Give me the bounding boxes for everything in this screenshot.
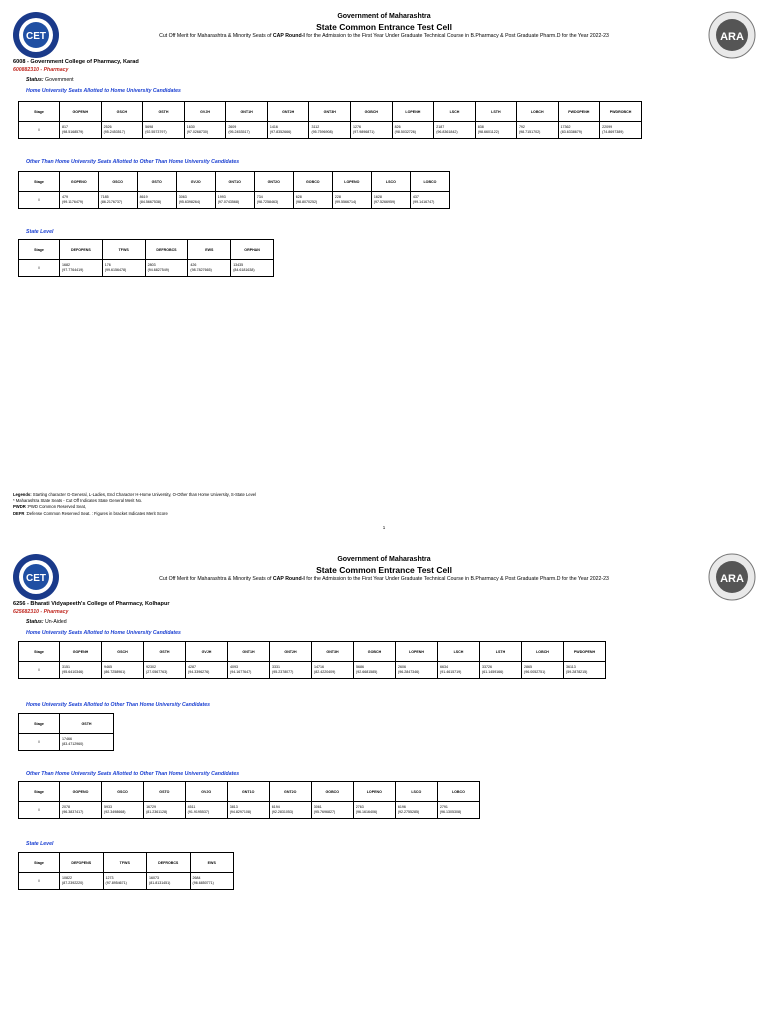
cutoff-cell	[98, 192, 137, 209]
cutoff-cell	[190, 873, 234, 890]
column-header: LOPENH	[396, 642, 438, 662]
cutoff-cell	[184, 122, 226, 139]
column-header: LOPENO	[332, 172, 371, 192]
cutoff-table	[18, 852, 234, 890]
merit-number: 3813	[229, 805, 238, 809]
table-row	[19, 873, 234, 890]
column-header: GSCH	[101, 102, 143, 122]
merit-score: (99.6156478)	[104, 268, 127, 272]
merit-number: 3112	[311, 125, 320, 129]
cutoff-table	[18, 101, 642, 139]
column-header: LOPENO	[353, 782, 395, 802]
merit-number: 437	[412, 195, 419, 199]
cutoff-cell	[437, 802, 479, 819]
cutoff-cell	[147, 873, 191, 890]
column-header: TFWS	[102, 240, 145, 260]
cutoff-cell	[564, 662, 606, 679]
merit-score: (95.7696827)	[313, 810, 336, 814]
table-header-row	[19, 240, 274, 260]
merit-score: (59.2878215)	[566, 670, 588, 674]
cutoff-cell	[102, 260, 145, 277]
table-row	[19, 122, 642, 139]
cutoff-cell	[522, 662, 564, 679]
stage-header: Stage	[19, 853, 60, 873]
merit-number: 734	[256, 195, 263, 199]
cutoff-cell	[215, 192, 254, 209]
column-header: GNT2H	[267, 102, 309, 122]
column-header: GVJH	[184, 102, 226, 122]
merit-number: 6196	[397, 805, 406, 809]
cutoff-table	[18, 239, 274, 277]
table-row	[19, 260, 274, 277]
merit-score: (98.5032726)	[394, 130, 417, 134]
cutoff-cell	[101, 122, 143, 139]
merit-score: (95.6410346)	[62, 670, 84, 674]
cutoff-cell	[102, 802, 144, 819]
column-header: GVJO	[185, 782, 227, 802]
cutoff-table	[18, 781, 480, 819]
merit-number: 1273	[105, 876, 114, 880]
column-header: GSTH	[143, 102, 185, 122]
merit-score: (98.7827665)	[190, 268, 212, 272]
column-header: GVJH	[186, 642, 228, 662]
merit-score: (97.8352666)	[269, 130, 292, 134]
merit-score: (27.0567763)	[146, 670, 168, 674]
merit-number: 3331	[272, 665, 280, 669]
merit-score: (97.0268730)	[186, 130, 209, 134]
merit-number: 4287	[188, 665, 196, 669]
cutoff-cell	[312, 662, 354, 679]
merit-score: (95.2453517)	[228, 130, 250, 134]
column-header: GNT1H	[228, 642, 270, 662]
table-header-row	[19, 853, 234, 873]
merit-score: (81.2361128)	[146, 810, 168, 814]
cutoff-cell	[228, 662, 270, 679]
cutoff-cell	[226, 122, 268, 139]
column-header: GSTO	[137, 172, 176, 192]
cutoff-cell	[227, 802, 269, 819]
cutoff-cell	[185, 802, 227, 819]
merit-number: 1416	[269, 125, 278, 129]
column-header: GOPENH	[60, 102, 102, 122]
merit-number: 4511	[187, 805, 196, 809]
merit-score: (98.7258463)	[256, 200, 279, 204]
merit-number: 36113	[566, 665, 576, 669]
table-row	[19, 802, 480, 819]
column-header: GNT2H	[270, 642, 312, 662]
stage-header: Stage	[19, 172, 60, 192]
merit-score: (94.1677647)	[230, 670, 252, 674]
column-header: DEFROBCS	[147, 853, 191, 873]
column-header: GSTH	[60, 714, 114, 734]
cutoff-cell	[60, 802, 102, 819]
merit-score: (96.1616406)	[355, 810, 378, 814]
merit-number: 2526	[103, 125, 112, 129]
cutoff-cell	[145, 260, 188, 277]
column-header: EWS	[188, 240, 231, 260]
cutoff-cell	[188, 260, 231, 277]
merit-score: (84.6181638)	[233, 268, 255, 272]
merit-number: 17466	[62, 737, 72, 741]
merit-number: 8619	[139, 195, 148, 199]
merit-number: 176	[104, 263, 111, 267]
merit-score: (92.5573797)	[145, 130, 167, 134]
cutoff-cell	[475, 122, 516, 139]
stage-cell: I	[19, 802, 60, 819]
merit-score: (98.8070252)	[295, 200, 318, 204]
merit-score: (95.6398264)	[178, 200, 201, 204]
ara-logo	[708, 553, 756, 601]
column-header: LOBCO	[437, 782, 479, 802]
merit-number: 792	[518, 125, 525, 129]
merit-score: (97.8954671)	[105, 881, 127, 885]
merit-number: 92302	[146, 665, 156, 669]
cutoff-cell	[60, 260, 103, 277]
cutoff-cell	[102, 662, 144, 679]
column-header: GNT3H	[312, 642, 354, 662]
cutoff-cell	[516, 122, 558, 139]
merit-number: 4093	[230, 665, 238, 669]
merit-score: (98.6601122)	[477, 130, 499, 134]
column-header: PWDOPENH	[564, 642, 606, 662]
merit-number: 9465	[104, 665, 112, 669]
table-header-row	[19, 782, 480, 802]
merit-score: (99.1416747)	[412, 200, 435, 204]
merit-number: 16073	[149, 876, 159, 880]
merit-number: 16729	[146, 805, 157, 809]
cutoff-cell	[176, 192, 215, 209]
column-header: GSTO	[144, 782, 186, 802]
merit-number: 5933	[104, 805, 113, 809]
section-title: Home University Seats Allotted to Home University Candidates	[26, 88, 181, 94]
college-name: 6008 - Government College of Pharmacy, Karad	[13, 59, 139, 65]
merit-number: 2684	[192, 876, 201, 880]
gov-title: Government of Maharashtra	[337, 13, 431, 20]
cutoff-cell	[434, 122, 476, 139]
cutoff-cell	[269, 802, 311, 819]
cell-title: State Common Entrance Test Cell	[316, 565, 452, 575]
merit-number: 1628	[373, 195, 382, 199]
status-line: Status: Un-Aided	[26, 619, 67, 625]
merit-number: 628	[295, 195, 302, 199]
cutoff-table	[18, 171, 450, 209]
column-header: GOPENO	[60, 782, 102, 802]
cutoff-cell	[410, 192, 449, 209]
merit-number: 2078	[62, 805, 70, 809]
cutoff-cell	[137, 192, 176, 209]
merit-score: (83.4712960)	[62, 742, 84, 746]
column-header: EWS	[190, 853, 234, 873]
column-header: GNT3H	[309, 102, 351, 122]
column-header: LSCO	[395, 782, 437, 802]
merit-number: 2791	[439, 805, 448, 809]
column-header: GSTH	[144, 642, 186, 662]
cutoff-cell	[60, 192, 99, 209]
table-header-row	[19, 714, 114, 734]
svg-text:ARA: ARA	[720, 31, 744, 43]
cutoff-cell	[311, 802, 353, 819]
cutoff-cell	[600, 122, 642, 139]
merit-number: 3151	[62, 665, 70, 669]
merit-score: (96.0052751)	[524, 670, 546, 674]
cutoff-cell	[438, 662, 480, 679]
column-header: LOPENH	[392, 102, 434, 122]
column-header: PWDOPENH	[558, 102, 600, 122]
merit-score: (94.3396276)	[188, 670, 210, 674]
section-title: State Level	[26, 841, 54, 847]
merit-score: (95.2378077)	[272, 670, 294, 674]
merit-score: (96.2847346)	[398, 670, 420, 674]
column-header: LOBCO	[410, 172, 449, 192]
merit-score: (99.1176479)	[62, 200, 84, 204]
merit-number: 817	[62, 125, 68, 129]
merit-number: 2865	[524, 665, 532, 669]
merit-score: (97.0743568)	[217, 200, 240, 204]
cutoff-cell	[351, 122, 393, 139]
merit-score: (92.2831053)	[271, 810, 294, 814]
merit-score: (99.5566714)	[334, 200, 357, 204]
column-header: DEFROBCS	[145, 240, 188, 260]
cutoff-subtitle: Cut Off Merit for Maharashtra & Minority Seats of CAP Round-I for the Admission to the First Year Under Graduate Technical Course in B.Pharmacy & Post Graduate Pharm.D for the Year 2022-23	[159, 33, 609, 39]
gov-title: Government of Maharashtra	[337, 556, 431, 563]
cutoff-cell	[60, 734, 114, 751]
stage-header: Stage	[19, 782, 60, 802]
course-code: 600882310 - Pharmacy	[13, 67, 69, 73]
cutoff-cell	[558, 122, 600, 139]
merit-score: (87.2392220)	[62, 881, 84, 885]
stage-cell: I	[19, 734, 60, 751]
legend: Legends: Starting character G-General, L-Ladies, End Character H-Home University, O-Other than Home University, S-State Level * Maharashtra State Seats - Cut Off Indicates State General Merit No. PWDR :PWD Common Reserved Seat, DEFR :Defense Common Reserved Seat. : Figures in bracket Indicates Merit Score	[13, 492, 257, 516]
merit-score: (95.2453517)	[103, 130, 125, 134]
column-header: GVJO	[176, 172, 215, 192]
cutoff-cell	[353, 802, 395, 819]
merit-number: 2606	[398, 665, 406, 669]
merit-score: (74.8697389)	[602, 130, 624, 134]
merit-number: 22099	[602, 125, 613, 129]
section-title: Other Than Home University Seats Allotted to Other Than Home University Candidates	[26, 771, 240, 777]
merit-score: (94.8297108)	[229, 810, 252, 814]
merit-score: (97.9896871)	[353, 130, 375, 134]
merit-number: 33726	[482, 665, 492, 669]
column-header: GNT1O	[227, 782, 269, 802]
column-header: GOPENH	[60, 642, 102, 662]
merit-number: 6634	[440, 665, 448, 669]
column-header: LOBCH	[522, 642, 564, 662]
merit-score: (61.1459166)	[482, 670, 504, 674]
merit-number: 1630	[186, 125, 195, 129]
section-title: Other Than Home University Seats Allotted to Other Than Home University Candidates	[26, 159, 240, 165]
merit-number: 479	[62, 195, 68, 199]
column-header: DEFOPENS	[60, 853, 104, 873]
cutoff-subtitle: Cut Off Merit for Maharashtra & Minority Seats of CAP Round-I for the Admission to the First Year Under Graduate Technical Course in B.Pharmacy & Post Graduate Pharm.D for the Year 2022-23	[159, 576, 609, 582]
stage-cell: I	[19, 662, 60, 679]
merit-number: 7185	[100, 195, 109, 199]
cutoff-cell	[392, 122, 434, 139]
cutoff-cell	[60, 873, 104, 890]
cutoff-cell	[144, 662, 186, 679]
merit-number: 228	[334, 195, 341, 199]
table-header-row	[19, 642, 606, 662]
section-title: Home University Seats Allotted to Home University Candidates	[26, 630, 181, 636]
table-header-row	[19, 172, 450, 192]
stage-header: Stage	[19, 240, 60, 260]
column-header: GOBCO	[311, 782, 353, 802]
column-header: GSCO	[98, 172, 137, 192]
merit-number: 13435	[233, 263, 244, 267]
stage-header: Stage	[19, 642, 60, 662]
merit-score: (92.6681585)	[356, 670, 378, 674]
column-header: LSCH	[438, 642, 480, 662]
svg-text:CET: CET	[26, 31, 46, 42]
column-header: GOBCH	[354, 642, 396, 662]
cutoff-cell	[293, 192, 332, 209]
merit-score: (82.4220409)	[314, 670, 336, 674]
merit-number: 1276	[353, 125, 362, 129]
table-header-row	[19, 102, 642, 122]
cutoff-cell	[396, 662, 438, 679]
merit-number: 838	[477, 125, 484, 129]
cutoff-cell	[354, 662, 396, 679]
merit-score: (91.4615719)	[440, 670, 462, 674]
merit-score: (95.7596908)	[311, 130, 333, 134]
column-header: GOBCO	[293, 172, 332, 192]
column-header: LSCO	[371, 172, 410, 192]
stage-cell: I	[19, 260, 60, 277]
column-header: GNT2O	[269, 782, 311, 802]
merit-number: 10822	[62, 876, 72, 880]
column-header: LSTH	[475, 102, 516, 122]
column-header: LOBCH	[516, 102, 558, 122]
cutoff-cell	[231, 260, 274, 277]
merit-score: (96.1305308)	[439, 810, 462, 814]
column-header: ORPHAN	[231, 240, 274, 260]
column-header: LSTH	[480, 642, 522, 662]
merit-number: 6194	[271, 805, 280, 809]
cutoff-cell	[371, 192, 410, 209]
college-name: 6256 - Bharati Vidyapeeth's College of Pharmacy, Kolhapur	[13, 601, 170, 607]
cutoff-cell	[270, 662, 312, 679]
merit-score: (86.7258961)	[104, 670, 126, 674]
merit-score: (98.5168579)	[62, 130, 84, 134]
merit-score: (98.7151702)	[518, 130, 541, 134]
merit-score: (81.8131451)	[149, 881, 171, 885]
merit-score: (96.8361842)	[436, 130, 458, 134]
cutoff-cell	[395, 802, 437, 819]
cutoff-cell	[254, 192, 293, 209]
column-header: LSCH	[434, 102, 476, 122]
column-header: TFWS	[103, 853, 147, 873]
stage-cell: I	[19, 122, 60, 139]
column-header: GSCO	[102, 782, 144, 802]
merit-score: (96.6850771)	[192, 881, 214, 885]
cutoff-cell	[480, 662, 522, 679]
merit-number: 2187	[436, 125, 445, 129]
column-header: GOBCH	[351, 102, 393, 122]
merit-number: 17362	[560, 125, 571, 129]
merit-score: (92.3498668)	[104, 810, 126, 814]
merit-number: 1993	[217, 195, 226, 199]
column-header: GNT2O	[254, 172, 293, 192]
status-line: Status: Government	[26, 77, 74, 83]
column-header: GOPENO	[60, 172, 99, 192]
table-row	[19, 734, 114, 751]
merit-score: (94.6827549)	[147, 268, 169, 272]
column-header: PWDROBCH	[600, 102, 642, 122]
stage-cell: I	[19, 873, 60, 890]
cutoff-cell	[332, 192, 371, 209]
merit-number: 5698	[145, 125, 154, 129]
merit-score: (86.2176737)	[100, 200, 123, 204]
svg-text:ARA: ARA	[720, 573, 744, 585]
merit-number: 826	[394, 125, 401, 129]
stage-header: Stage	[19, 714, 60, 734]
merit-number: 5686	[356, 665, 364, 669]
section-title: State Level	[26, 229, 54, 235]
merit-number: 3063	[178, 195, 187, 199]
cutoff-cell	[143, 122, 185, 139]
merit-score: (83.6338679)	[560, 130, 582, 134]
column-header: GNT1H	[226, 102, 268, 122]
cutoff-cell	[267, 122, 309, 139]
svg-text:CET: CET	[26, 573, 46, 584]
course-code: 625682310 - Pharmacy	[13, 609, 69, 615]
table-row	[19, 192, 450, 209]
stage-header: Stage	[19, 102, 60, 122]
cutoff-cell	[186, 662, 228, 679]
table-row	[19, 662, 606, 679]
merit-number: 2803	[147, 263, 156, 267]
merit-number: 2609	[228, 125, 237, 129]
cutoff-table	[18, 641, 606, 679]
column-header: DEFOPENS	[60, 240, 103, 260]
cutoff-cell	[309, 122, 351, 139]
cutoff-cell	[60, 122, 102, 139]
merit-number: 1682	[62, 263, 70, 267]
cutoff-table	[18, 713, 114, 751]
stage-cell: I	[19, 192, 60, 209]
cutoff-cell	[103, 873, 147, 890]
merit-score: (91.9195537)	[187, 810, 210, 814]
merit-number: 2763	[355, 805, 364, 809]
merit-score: (96.3837417)	[62, 810, 84, 814]
merit-score: (84.5667538)	[139, 200, 162, 204]
merit-score: (92.2755285)	[397, 810, 420, 814]
cutoff-cell	[60, 662, 102, 679]
merit-score: (97.7764419)	[62, 268, 84, 272]
merit-number: 426	[190, 263, 197, 267]
merit-number: 3061	[313, 805, 322, 809]
column-header: GSCH	[102, 642, 144, 662]
page-number: 1	[382, 525, 386, 530]
section-title: Home University Seats Allotted to Other Than Home University Candidates	[26, 702, 211, 708]
merit-score: (97.5266959)	[373, 200, 396, 204]
cell-title: State Common Entrance Test Cell	[316, 22, 452, 32]
merit-number: 14716	[314, 665, 324, 669]
page-2	[0, 545, 768, 1024]
column-header: GNT1O	[215, 172, 254, 192]
cutoff-cell	[144, 802, 186, 819]
ara-logo	[708, 11, 756, 59]
